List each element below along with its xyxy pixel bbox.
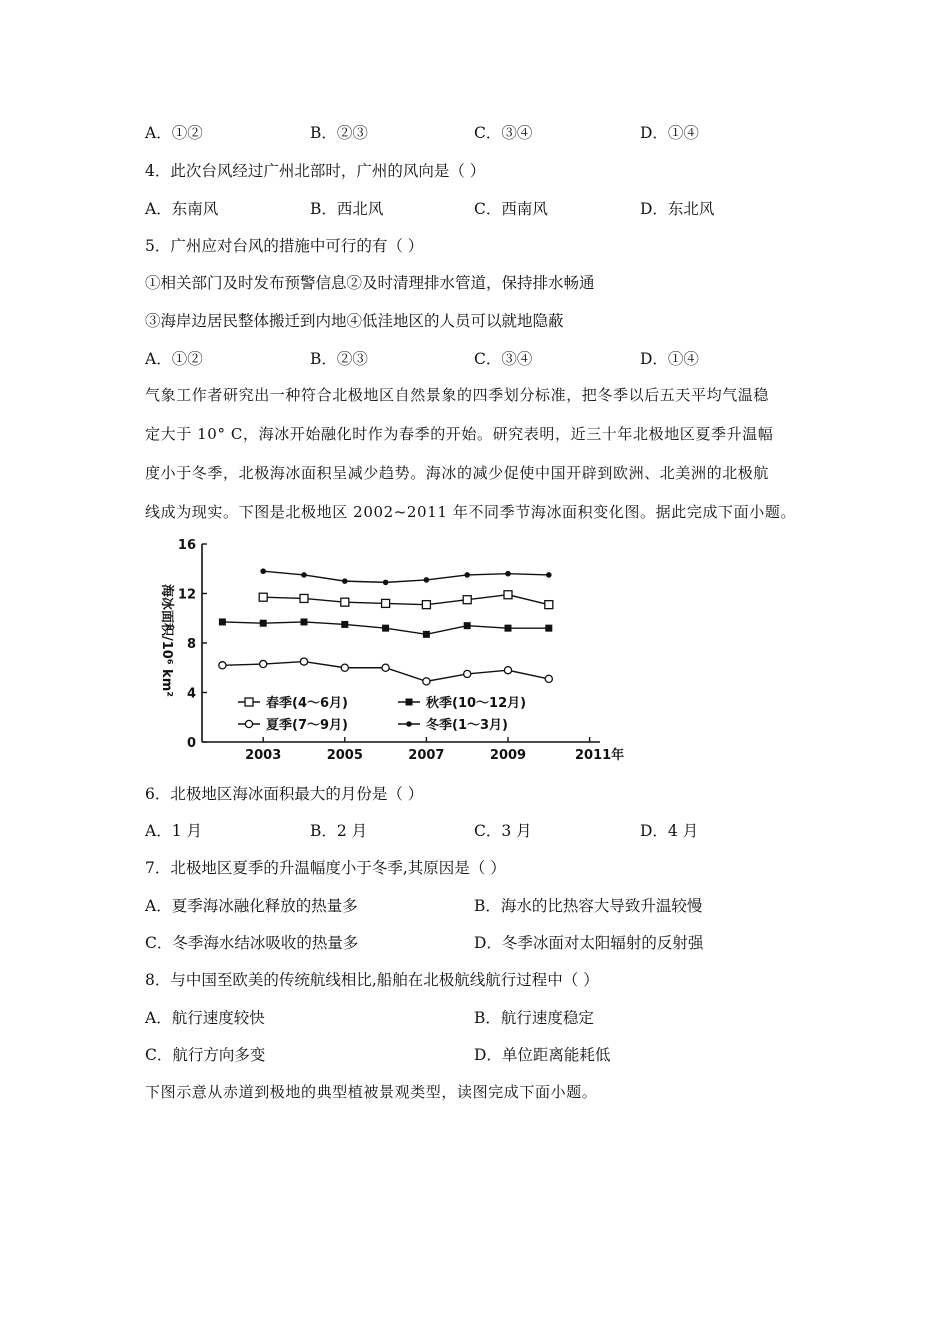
data-point xyxy=(504,591,512,599)
q8-option-b[interactable]: B．航行速度稳定 xyxy=(474,1009,594,1027)
chart-series xyxy=(219,568,553,685)
passage-line-3: 度小于冬季，北极海冰面积呈减少趋势。海冰的减少促使中国开辟到欧洲、北美洲的北极航 xyxy=(145,464,770,482)
passage-line-1: 气象工作者研究出一种符合北极地区自然景象的四季划分标准，把冬季以后五天平均气温稳 xyxy=(145,386,770,404)
q5-stem: 5．广州应对台风的措施中可行的有（ ） xyxy=(145,237,424,255)
legend-label: 冬季(1～3月) xyxy=(426,718,508,733)
legend-label: 春季(4～6月) xyxy=(266,696,348,711)
chart-y-axis-label: 海冰面积/10⁶ km² xyxy=(159,584,174,697)
data-point xyxy=(382,664,389,671)
chart-x-ticks xyxy=(245,737,624,763)
q8-stem: 8．与中国至欧美的传统航线相比,船舶在北极航线航行过程中（ ） xyxy=(145,971,599,989)
data-point xyxy=(546,572,552,578)
passage-line-4: 线成为现实。下图是北极地区 2002~2011 年不同季节海冰面积变化图。据此完成下面小题。 xyxy=(145,503,797,521)
chart-axes xyxy=(202,544,600,742)
q7-option-d[interactable]: D．冬季冰面对太阳辐射的反射强 xyxy=(474,934,704,952)
q7-option-a[interactable]: A．夏季海冰融化释放的热量多 xyxy=(145,897,358,915)
x-tick-label: 2005 xyxy=(326,748,363,763)
sea-ice-area-chart xyxy=(155,532,625,767)
data-point xyxy=(463,596,471,604)
series-2 xyxy=(219,658,553,685)
q8-option-d[interactable]: D．单位距离能耗低 xyxy=(474,1046,611,1064)
q5-option-b[interactable]: B．②③ xyxy=(310,350,368,368)
q7-stem: 7．北极地区夏季的升温幅度小于冬季,其原因是（ ） xyxy=(145,859,506,877)
q6-option-a[interactable]: A．1 月 xyxy=(145,822,202,840)
data-point xyxy=(383,580,389,586)
y-tick-label: 8 xyxy=(186,637,196,652)
x-tick-label: 2011年 xyxy=(575,748,625,763)
q5-statement-1: ①相关部门及时发布预警信息②及时清理排水管道，保持排水畅通 xyxy=(145,274,595,292)
data-point xyxy=(545,601,553,609)
data-point xyxy=(382,625,389,632)
q3-option-b[interactable]: B．②③ xyxy=(310,124,368,142)
x-tick-label: 2009 xyxy=(489,748,527,763)
series-1 xyxy=(219,618,552,637)
data-point xyxy=(423,631,430,638)
legend-marker xyxy=(245,698,253,706)
chart-legend xyxy=(238,695,526,733)
q5-option-c[interactable]: C．③④ xyxy=(474,350,533,368)
q5-option-a[interactable]: A．①② xyxy=(145,350,203,368)
passage xyxy=(145,376,810,532)
q7-option-c[interactable]: C．冬季海水结冰吸收的热量多 xyxy=(145,934,359,952)
data-point xyxy=(300,658,307,665)
q4-option-d[interactable]: D．东北风 xyxy=(640,200,715,218)
q5-option-d[interactable]: D．①④ xyxy=(640,350,699,368)
data-point xyxy=(300,594,308,602)
series-0 xyxy=(259,591,553,609)
q7-option-b[interactable]: B．海水的比热容大导致升温较慢 xyxy=(474,897,703,915)
q4-option-c[interactable]: C．西南风 xyxy=(474,200,548,218)
q4-option-b[interactable]: B．西北风 xyxy=(310,200,384,218)
data-point xyxy=(219,618,226,625)
data-point xyxy=(545,625,552,632)
legend-label: 夏季(7～9月) xyxy=(266,718,348,733)
legend-marker xyxy=(406,699,413,706)
passage-line-2: 定大于 10° C，海冰开始融化时作为春季的开始。研究表明，近三十年北极地区夏季升温幅 xyxy=(145,425,774,443)
q3-option-a[interactable]: A．①② xyxy=(145,124,203,142)
data-point xyxy=(260,660,267,667)
q6-option-b[interactable]: B．2 月 xyxy=(310,822,368,840)
data-point xyxy=(260,568,266,574)
data-point xyxy=(382,599,390,607)
y-tick-label: 16 xyxy=(177,538,196,553)
series-3 xyxy=(260,568,551,585)
next-section-intro: 下图示意从赤道到极地的典型植被景观类型，读图完成下面小题。 xyxy=(145,1083,598,1101)
data-point xyxy=(422,601,430,609)
q6-stem: 6．北极地区海冰面积最大的月份是（ ） xyxy=(145,785,424,803)
q4-option-a[interactable]: A．东南风 xyxy=(145,200,219,218)
q5-statement-2: ③海岸边居民整体搬迁到内地④低洼地区的人员可以就地隐蔽 xyxy=(145,312,564,330)
data-point xyxy=(505,571,511,577)
data-point xyxy=(464,622,471,629)
data-point xyxy=(341,598,349,606)
y-tick-label: 4 xyxy=(186,686,196,702)
data-point xyxy=(464,572,470,578)
legend-label: 秋季(10～12月) xyxy=(426,696,527,711)
data-point xyxy=(301,572,307,578)
q4-stem: 4．此次台风经过广州北部时，广州的风向是（ ） xyxy=(145,162,486,180)
q8-option-c[interactable]: C．航行方向多变 xyxy=(145,1046,266,1064)
x-tick-label: 2003 xyxy=(245,748,282,763)
q3-option-d[interactable]: D．①④ xyxy=(640,124,699,142)
data-point xyxy=(423,678,430,685)
data-point xyxy=(341,664,348,671)
data-point xyxy=(504,667,511,674)
data-point xyxy=(301,618,308,625)
q8-option-a[interactable]: A．航行速度较快 xyxy=(145,1009,265,1027)
data-point xyxy=(260,620,267,627)
data-point xyxy=(342,578,348,584)
data-point xyxy=(424,577,430,583)
data-point xyxy=(341,621,348,628)
q6-option-d[interactable]: D．4 月 xyxy=(640,822,699,840)
data-point xyxy=(219,662,226,669)
q3-option-c[interactable]: C．③④ xyxy=(474,124,533,142)
legend-marker xyxy=(406,721,412,727)
q6-option-c[interactable]: C．3 月 xyxy=(474,822,532,840)
data-point xyxy=(259,593,267,601)
y-tick-label: 12 xyxy=(177,587,196,603)
x-tick-label: 2007 xyxy=(408,748,445,763)
data-point xyxy=(505,625,512,632)
legend-marker xyxy=(245,720,252,727)
y-tick-label: 0 xyxy=(186,736,196,751)
data-point xyxy=(464,670,471,677)
data-point xyxy=(545,675,552,682)
